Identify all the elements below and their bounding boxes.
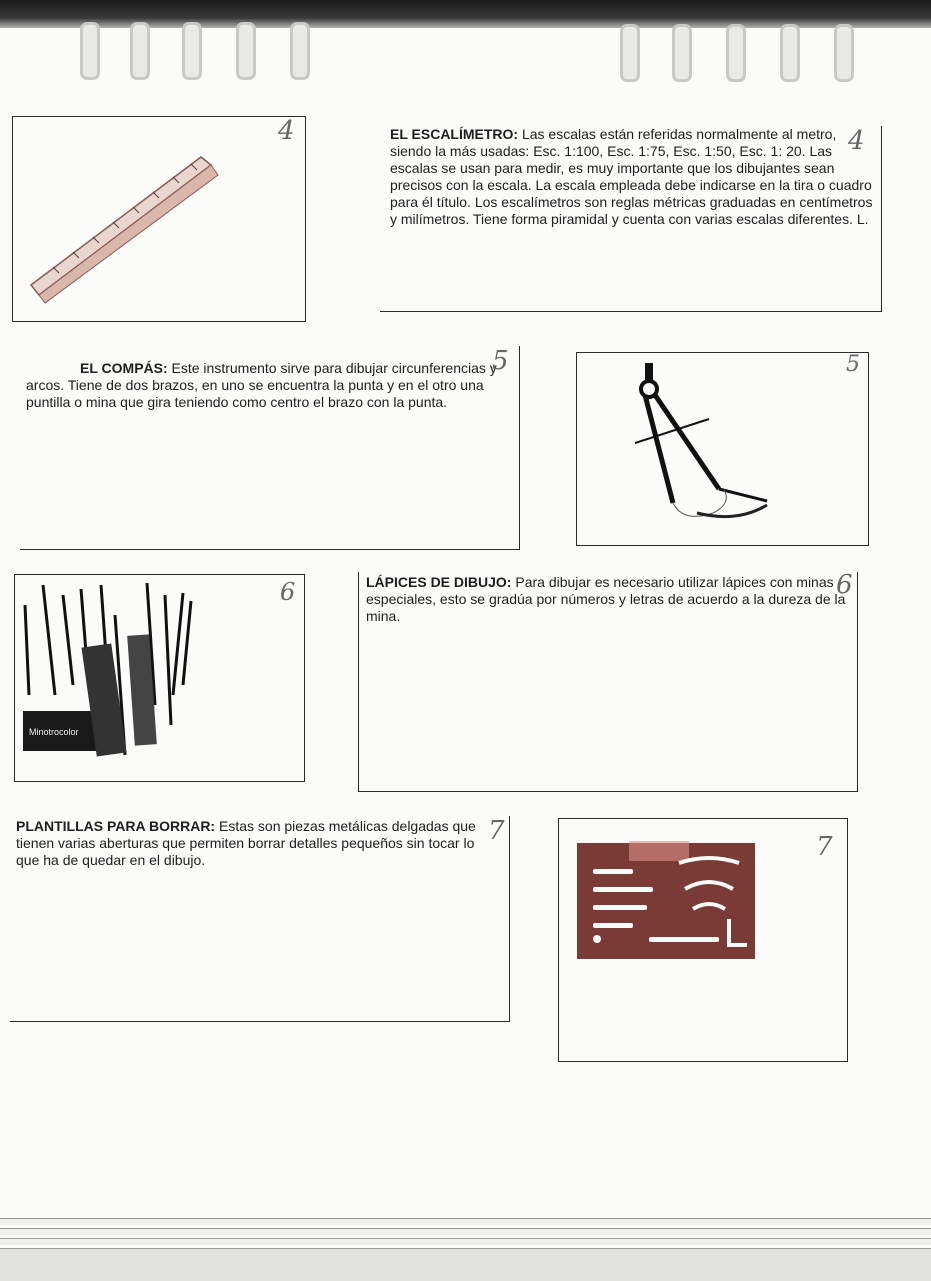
compas-text-number: 5 (492, 346, 509, 376)
lapices-text-number: 6 (836, 570, 853, 600)
compas-image-box (576, 352, 869, 546)
plantillas-image-number: 7 (816, 832, 833, 862)
compas-text (26, 360, 510, 411)
compas-title: EL COMPÁS: (80, 360, 168, 376)
escalimetro-text (390, 126, 874, 228)
pencil-pack-label: Minotrocolor (29, 727, 79, 737)
ruler-image (13, 117, 305, 321)
compas-image-number: 5 (846, 352, 860, 377)
eraser-shield-image (559, 819, 847, 1061)
escalimetro-image-number: 4 (278, 116, 295, 146)
compass-image (577, 353, 868, 545)
lapices-body: Para dibujar es necesario utilizar lápices con minas especiales, esto se gradúa por números y letras de acuerdo a la dureza de la mina. (366, 574, 846, 624)
plantillas-text-number: 7 (488, 816, 505, 846)
page-stack-edge (0, 1218, 931, 1280)
pencils-image (15, 575, 304, 781)
escalimetro-image-box (12, 116, 306, 322)
plantillas-body: Estas son piezas metálicas delgadas que tienen varias aberturas que permiten borrar detalles pequeños sin tocar lo que ha de quedar en el dibujo. (16, 818, 476, 868)
escalimetro-title: EL ESCALÍMETRO: (390, 126, 519, 142)
lapices-text (366, 574, 850, 625)
plantillas-image-box (558, 818, 848, 1062)
plantillas-title: PLANTILLAS PARA BORRAR: (16, 818, 216, 834)
escalimetro-body: Las escalas están referidas normalmente al metro, siendo la más usadas: Esc. 1:100, Esc. 1:75, Esc. 1:50, Esc. 1: 20. Las escalas se usan para medir, es muy importante que los dibujantes sean precisos con la escala. La escala empleada debe indicarse en la tira o cuadro para él título. Los escalímetros son reglas métricas graduadas en centímetros y milímetros. Tiene forma piramidal y cuenta con varias escalas diferentes. L. (390, 126, 873, 227)
plantillas-text (16, 818, 496, 869)
escalimetro-text-number: 4 (848, 126, 865, 156)
lapices-title: LÁPICES DE DIBUJO: (366, 574, 512, 590)
lapices-image-box (14, 574, 305, 782)
compas-body: Este instrumento sirve para dibujar circunferencias y arcos. Tiene de dos brazos, en uno se encuentra la punta y en el otro una puntilla o mina que gira teniendo como centro el brazo con la punta. (26, 360, 497, 410)
lapices-image-number: 6 (280, 578, 296, 606)
